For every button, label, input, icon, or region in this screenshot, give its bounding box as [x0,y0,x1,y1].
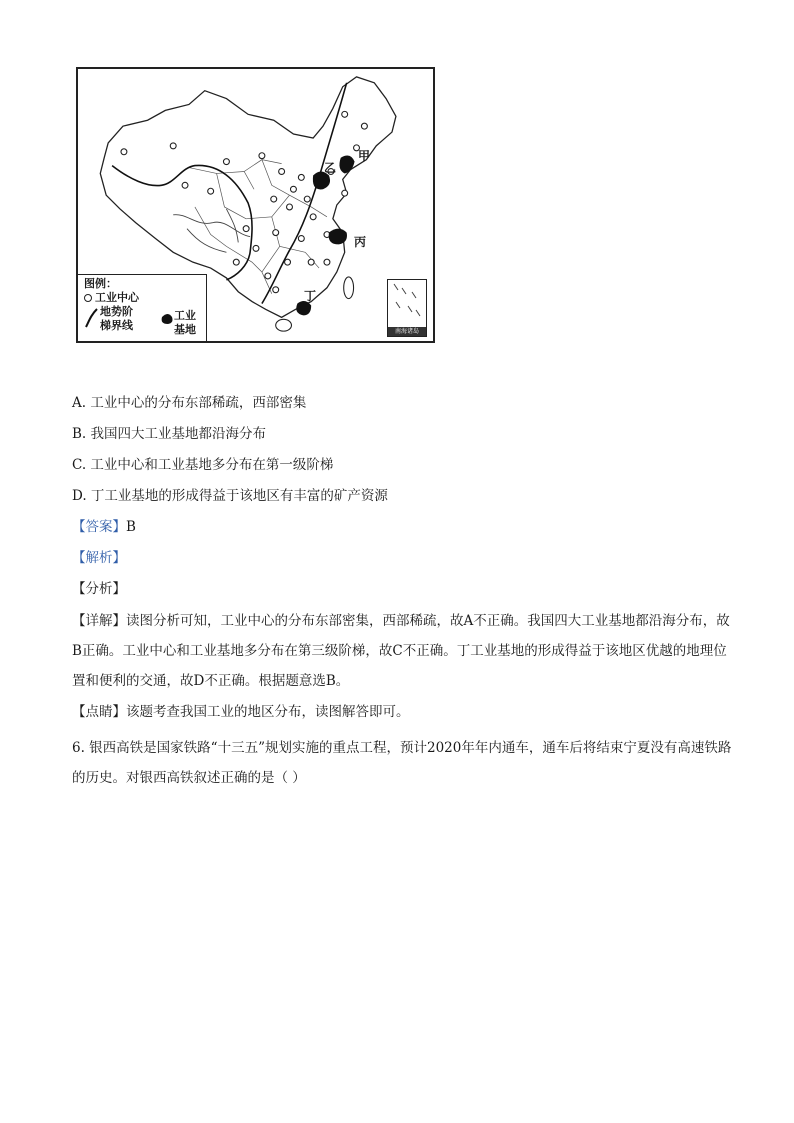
river-lines [173,209,250,252]
option-a: A. 工业中心的分布东部稀疏，西部密集 [72,395,307,411]
dianjing-paragraph [72,702,732,722]
option-b: B. 我国四大工业基地都沿海分布 [72,426,267,442]
center-circle-icon [84,294,92,302]
province-lines [189,160,327,294]
inset-drawing [388,280,426,328]
option-c: C. 工业中心和工业基地多分布在第一级阶梯 [72,457,334,473]
legend-base-label-2: 基地 [174,323,196,336]
legend-center-label: 工业中心 [95,291,139,304]
map-legend [78,274,207,341]
base-label-bing: 丙 [354,235,367,249]
dianjing-text: 该题考查我国工业的地区分布，读图解答即可。 [126,704,410,720]
answer-tag: 【答案】 [72,519,126,535]
answer-line [72,515,136,535]
china-industry-map [76,67,435,343]
detail-paragraph [72,606,732,696]
step-line-1 [112,165,252,279]
base-label-jia: 甲 [358,149,371,163]
base-label-ding: 丁 [304,289,317,303]
fenxi-tag: 【分析】 [72,581,126,597]
detail-tag: 【详解】 [72,613,126,629]
detail-text: 读图分析可知，工业中心的分布东部密集，西部稀疏，故A不正确。我国四大工业基地都沿海分布，故B正确。工业中心和工业基地多分布在第三级阶梯，故C不正确。丁工业基地的形成得益于该地区优越的地理位置和便利的交通，故D不正确。根据题意选B。 [72,613,730,689]
question-6-text: 6. 银西高铁是国家铁路“十三五”规划实施的重点工程，预计2020年年内通车，通车后将结束宁夏没有高速铁路的历史。对银西高铁叙述正确的是（ ） [72,740,732,786]
legend-base-label-1: 工业 [174,309,196,322]
hainan-island [276,319,292,331]
legend-title: 图例： [84,277,117,290]
legend-line-label-2: 梯界线 [100,319,133,332]
option-d: D. 丁工业基地的形成得益于该地区有丰富的矿产资源 [72,488,388,504]
legend-line-label-1: 地势阶 [100,305,133,318]
base-label-yi: 乙 [324,161,337,175]
step-line-2 [262,83,347,304]
answer-value: B [126,519,136,535]
taiwan-island [344,277,354,299]
industry-base-icon [160,311,174,325]
south-china-sea-inset [387,279,427,337]
dianjing-tag: 【点睛】 [72,704,126,720]
analysis-tag: 【解析】 [72,550,126,566]
question-6 [72,733,732,793]
step-line-icon [83,307,99,329]
inset-label: 南海诸岛 [388,327,426,336]
